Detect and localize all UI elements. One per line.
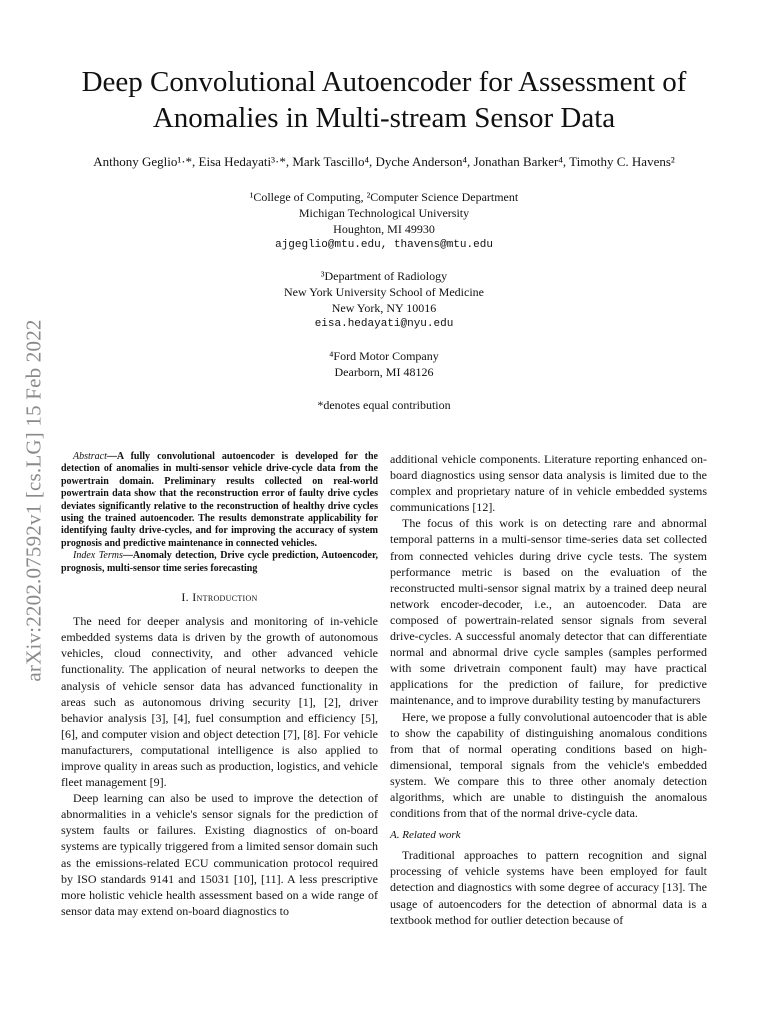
abstract-label: Abstract bbox=[73, 451, 107, 462]
intro-paragraph-2: Deep learning can also be used to improve the detection of abnormalities in a vehicle's sensor signals for the prediction of system faults or failures. Existing diagnostics of on-board systems are typically triggered from a limited sensor domain such as the emissions-related ECU communication protocol required by ISO standards 9141 and 15031 [10], [11]. A less prescriptive more holistic vehicle health assessment based on a wide range of sensor data may extend on-board diagnostics to bbox=[61, 791, 378, 918]
equal-contribution-note: *denotes equal contribution bbox=[317, 398, 451, 412]
abstract bbox=[61, 451, 378, 550]
section-title: Introduction bbox=[192, 590, 258, 605]
aff-mtu-line1: ¹College of Computing, ²Computer Science Department bbox=[249, 190, 519, 204]
right-paragraph-1: additional vehicle components. Literature reporting enhanced on-board diagnostics using sensor data analysis is limited due to the complex and proprietary nature of in vehicle embedded systems communications [12]. bbox=[390, 452, 707, 515]
subsection-heading-related-work: A. Related work bbox=[390, 829, 461, 842]
index-terms-text: —Anomaly detection, Drive cycle prediction, Autoencoder, prognosis, multi-sensor time series forecasting bbox=[61, 550, 379, 574]
affiliation-nyu bbox=[40, 268, 728, 332]
aff-mtu-email: ajgeglio@mtu.edu, thavens@mtu.edu bbox=[275, 239, 493, 251]
aff-nyu-line2: New York University School of Medicine bbox=[284, 285, 484, 299]
index-terms-label: Index Terms bbox=[73, 550, 123, 562]
right-column bbox=[390, 451, 707, 928]
right-paragraph-3: Here, we propose a fully convolutional autoencoder that is able to show the capability of distinguishing anomalous conditions from that of normal operating conditions based on high-dimensional, temporal signals from the vehicle's embedded system. We compare this to three other anomaly detection algorithms, which are unable to distinguish the anomalous conditions from that of the normal drive-cycle data. bbox=[390, 709, 707, 821]
section-number: I. bbox=[181, 590, 189, 605]
aff-ford-line2: Dearborn, MI 48126 bbox=[334, 365, 434, 379]
paper-title bbox=[40, 64, 728, 136]
intro-paragraph-1: The need for deeper analysis and monitoring of in-vehicle embedded systems data is driven by the growth of autonomous vehicles, cloud connectivity, and other advanced vehicle functionality. The application of neural networks to deepen the analysis of vehicle sensor data has advanced functionality in areas such as autonomous driving security [1], [2], driver behavior analysis [3], [4], fuel consumption and efficiency [5], [6], and computer vision and object detection [7], [8]. For vehicle manufacturers, computational intelligence is also applied to improve quality in areas such as production, logistics, and vehicle fleet management [9]. bbox=[61, 614, 378, 790]
index-terms bbox=[61, 550, 378, 575]
abstract-text: —A fully convolutional autoencoder is developed for the detection of anomalies in multi-sensor vehicle drive-cycle data from the powertrain domain. Preliminary results collected on real-world powertrain data show that the reconstruction error of faulty drive cycles deviates significantly relative to the reconstruction of healthy drive cycles using the trained autoencoder. The results demonstrate applicability for identifying faulty drive-cycles, and for improving the accuracy of system prognosis and predictive maintenance in connected vehicles. bbox=[61, 451, 378, 549]
aff-mtu-line2: Michigan Technological University bbox=[298, 206, 470, 220]
arxiv-stamp bbox=[13, 270, 55, 730]
right-paragraph-2: The focus of this work is on detecting rare and abnormal temporal patterns in a multi-sensor time-series data set collected from connected vehicles during drive cycle tests. The system performance metric is based on the evaluation of the reconstructed multi-sensor signal matrix by a trained deep neural network encoder-decoder, i.e., an autoencoder. Data are composed of powertrain-related sensor signals from several drive-cycles. A successful anomaly detector that can differentiate normal and abnormal drive cycle samples (samples performed with some drivetrain component fault) may have practical applications for the prediction of failure, for predictive maintenance, and to improve durability testing by manufacturers bbox=[390, 516, 707, 708]
aff-nyu-email: eisa.hedayati@nyu.edu bbox=[314, 318, 454, 330]
title-line-2: Anomalies in Multi-stream Sensor Data bbox=[152, 102, 616, 134]
arxiv-stamp-text: arXiv:2202.07592v1 [cs.LG] 15 Feb 2022 bbox=[21, 318, 46, 682]
affiliation-mtu bbox=[40, 189, 728, 253]
aff-nyu-line3: New York, NY 10016 bbox=[331, 301, 437, 315]
title-line-1: Deep Convolutional Autoencoder for Assessment of bbox=[81, 66, 687, 98]
author-list: Anthony Geglio¹·*, Eisa Hedayati³·*, Mark Tascillo⁴, Dyche Anderson⁴, Jonathan Barker⁴, Timothy C. Havens² bbox=[93, 154, 675, 169]
aff-nyu-line1: ³Department of Radiology bbox=[320, 269, 448, 283]
aff-mtu-line3: Houghton, MI 49930 bbox=[333, 222, 435, 236]
left-column bbox=[61, 451, 378, 919]
section-heading-introduction bbox=[61, 589, 378, 605]
right-paragraph-4: Traditional approaches to pattern recognition and signal processing of vehicle systems have been employed for fault detection and diagnostics with some degree of accuracy [13]. The usage of autoencoders for the detection of abnormal data is a textbook method for outlier detection because of bbox=[390, 848, 707, 927]
affiliation-ford bbox=[40, 348, 728, 380]
aff-ford-line1: ⁴Ford Motor Company bbox=[329, 349, 439, 363]
